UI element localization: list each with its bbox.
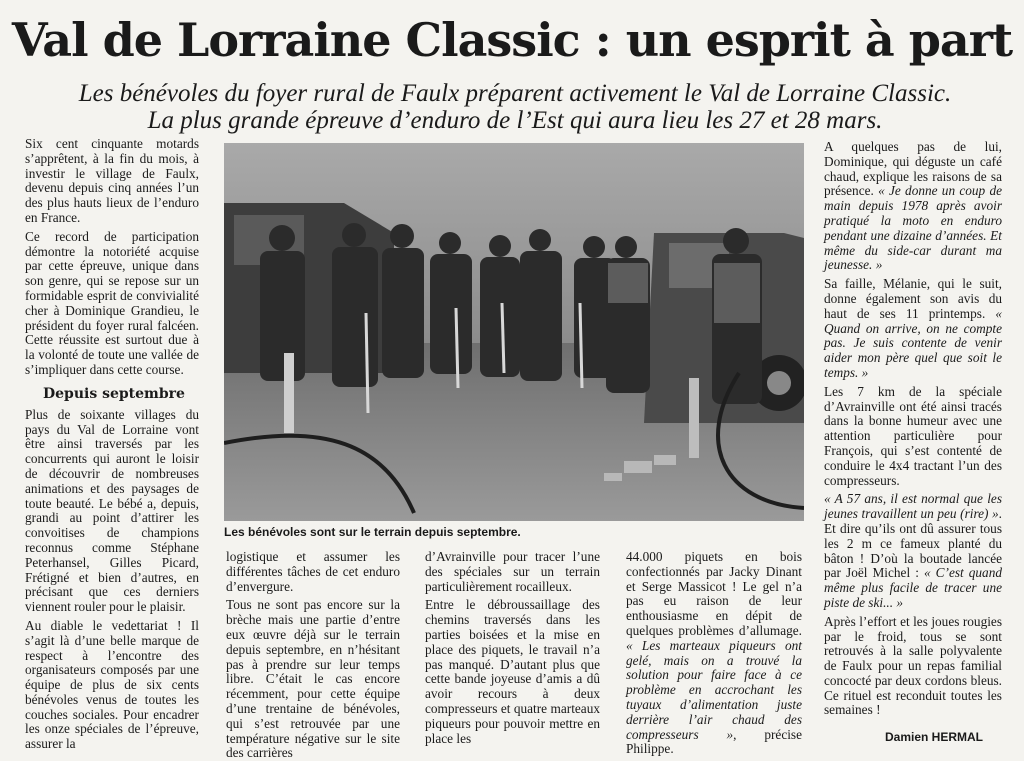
paragraph: Tous ne sont pas encore sur la brèche mais une partie d’entre eux œuvre déjà sur le terrain depuis septembre, en n’hésitant pas à prendre sur leur temps libre. C’était le cas encore récemment, pour cette équipe d’une trentaine de bénévoles, qui s’est retrouvée par une température négative sur le site des carrières xyxy=(226,597,400,761)
paragraph xyxy=(824,140,1002,273)
text: Sa faille, Mélanie, qui le suit, donne également son avis du haut de ses 11 printemps. xyxy=(824,276,1002,321)
paragraph: Les 7 km de la spéciale d’Avrainville ont été ainsi tracés dans la bonne humeur avec une attention particulière pour François, qui s’est contenté de conduire le 4x4 tractant l’un des compresseurs. xyxy=(824,383,1002,488)
column-4 xyxy=(626,550,802,757)
text: A quelques pas de lui, Dominique, qui déguste un café chaud, explique les raisons de sa présence. xyxy=(824,139,1002,199)
column-5 xyxy=(824,140,1002,718)
byline: Damien HERMAL xyxy=(885,730,984,744)
quote: « A 57 ans, il est normal que les jeunes travaillent un peu (rire) » xyxy=(824,491,1002,522)
paragraph: Plus de soixante villages du pays du Val de Lorraine vont être ainsi traversés par les concurrents qui auront le loisir de découvrir de nombreuses animations et des paysages de toute beauté. Le bébé a, depuis, grandi au point d’attirer les convoitises de champions reconnus comme Stéphane Peterhansel, Gilles Picard, Frétigné et bien d’autres, en précisant que ces derniers viennent rouler pour le plaisir. xyxy=(25,406,199,615)
paragraph: Au diable le vedettariat ! Il s’agit là d’une belle marque de respect à l’encontre des organisateurs composés par une équipe de plus de six cents bénévoles venus de toutes les couches sociales. Pour encadrer les onze spéciales de l’épreuve, assurer la xyxy=(25,617,199,752)
text: 44.000 piquets en bois confectionnés par Jacky Dinant et Serge Massicot ! Le gel n’a pas eu raison de leur enthousiasme en dépit de quelques problèmes d’allumage. xyxy=(626,549,802,638)
paragraph: Ce record de participation démontre la notoriété acquise par cette épreuve, unique dans son genre, qui se repose sur un formidable esprit de convivialité cher à Dominique Grandieu, le président du foyer rural falcéen. Cette réussite est surtout due à la volonté de toute une vallée de s’impliquer dans cette course. xyxy=(25,228,199,377)
quote: « Les marteaux piqueurs ont gelé, mais on a trouvé la solution pour faire face à ce problème en accrochant les tuyaux d’alimentation juste derrière l’air chaud des compresseurs » xyxy=(626,637,802,742)
paragraph: Six cent cinquante motards s’apprêtent, à la fin du mois, à investir le village de Faulx, devenu depuis cinq années l’un des plus hauts lieux de l’enduro en France. xyxy=(25,136,199,225)
paragraph: logistique et assumer les différentes tâches de cet enduro d’envergure. xyxy=(226,549,400,594)
paragraph: Entre le débroussaillage des chemins traversés dans les parties boisées et la mise en place des piquets, le travail n’a pas manqué. D’autant plus que cette bande joyeuse d’amis a dû avoir recours à deux compresseurs et quatre marteaux piqueurs pour pouvoir mettre en place les xyxy=(425,597,600,746)
text: , précise Philippe. xyxy=(626,726,802,757)
photo-caption: Les bénévoles sont sur le terrain depuis septembre. xyxy=(224,525,521,539)
paragraph xyxy=(626,550,802,757)
photo xyxy=(224,143,804,521)
column-3 xyxy=(425,550,600,746)
paragraph xyxy=(824,492,1002,610)
subheading: Depuis septembre xyxy=(43,385,185,402)
column-2 xyxy=(226,550,400,761)
paragraph: d’Avrainville pour tracer l’une des spéciales sur un terrain particulièrement rocailleux. xyxy=(425,549,600,594)
volunteers-photo-illustration xyxy=(224,143,804,521)
headline: Val de Lorraine Classic : un esprit à part xyxy=(11,13,1013,67)
quote: « C’est quand même plus facile de tracer une piste de ski... » xyxy=(824,565,1003,610)
paragraph: Après l’effort et les joues rougies par le froid, tous se sont retrouvés à la salle polyvalente de Faulx pour un repas familial concocté par deux cordons bleus. Ce rituel est reconduit toutes les semaines ! xyxy=(824,613,1002,718)
paragraph xyxy=(824,277,1002,381)
deck-line-1: Les bénévoles du foyer rural de Faulx préparent activement le Val de Lorraine Classic. xyxy=(78,80,952,107)
deck-line-2: La plus grande épreuve d’enduro de l’Est qui aura lieu les 27 et 28 mars. xyxy=(147,107,883,134)
column-1 xyxy=(25,137,199,752)
quote: « Quand on arrive, on ne compte pas. Je suis contente de venir aider mon père quel que soit le temps. » xyxy=(824,305,1002,380)
text: . Et dire qu’ils ont dû assurer tous les 2 m ce fameux planté du bâton ! D’où la boutade lancée par Joël Michel : xyxy=(824,506,1002,581)
quote: « Je donne un coup de main depuis 1978 après avoir pratiqué la moto en enduro pendant une dizaine d’années. Et même du side-car durant ma jeunesse. » xyxy=(824,183,1003,273)
